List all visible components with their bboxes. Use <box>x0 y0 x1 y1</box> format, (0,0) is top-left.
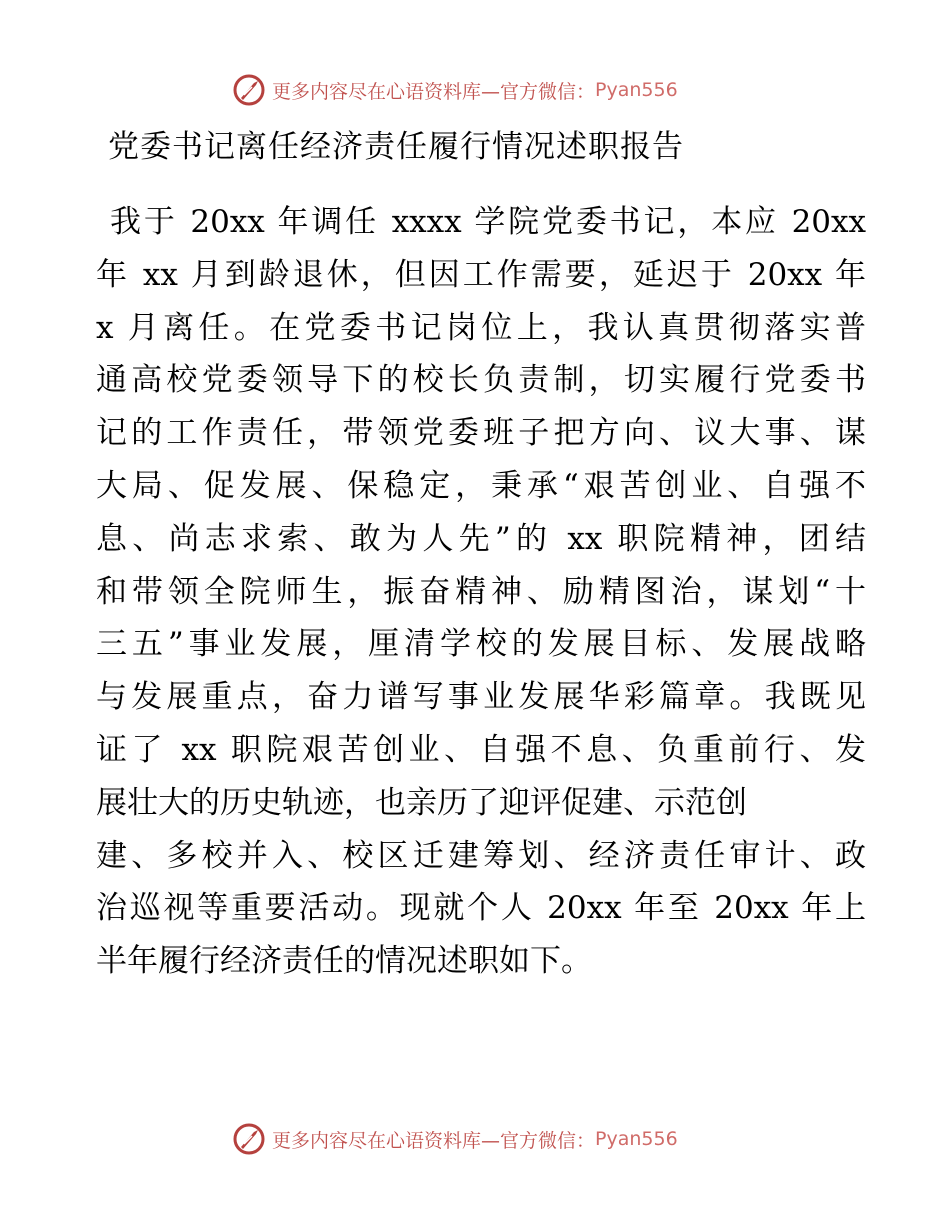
paragraph-line: 年 xx 月到龄退休，但因工作需要，延迟于 20xx 年 <box>96 256 866 293</box>
paragraph-line: 治巡视等重要活动。现就个人 20xx 年至 20xx 年上 <box>96 890 866 927</box>
paragraph-line: 建、多校并入、校区迁建筹划、经济责任审计、政 <box>96 837 866 874</box>
quill-logo-icon <box>232 1122 266 1156</box>
paragraph-line: 我于 20xx 年调任 xxxx 学院党委书记，本应 20xx <box>110 204 866 240</box>
watermark-text: 更多内容尽在心语资料库—官方微信： <box>272 1129 596 1152</box>
document-body <box>96 196 866 988</box>
paragraph-line: 记的工作责任，带领党委班子把方向、议大事、谋 <box>96 415 866 452</box>
paragraph-line: 证了 xx 职院艰苦创业、自强不息、负重前行、发 <box>96 731 866 768</box>
document-title: 党委书记离任经济责任履行情况述职报告 <box>108 129 684 165</box>
paragraph-line: 展壮大的历史轨迹，也亲历了迎评促建、示范创 <box>96 784 747 821</box>
paragraph-line: 通高校党委领导下的校长负责制，切实履行党委书 <box>96 362 866 399</box>
watermark-banner-top <box>232 70 678 110</box>
paragraph-line: 大局、促发展、保稳定，秉承“艰苦创业、自强不 <box>96 467 866 504</box>
watermark-banner-bottom <box>232 1119 678 1159</box>
paragraph-line: x 月离任。在党委书记岗位上，我认真贯彻落实普 <box>96 309 866 346</box>
paragraph-line: 与发展重点，奋力谱写事业发展华彩篇章。我既见 <box>96 679 866 716</box>
paragraph-line: 三五”事业发展，厘清学校的发展目标、发展战略 <box>96 626 866 663</box>
watermark-wechat-id: Pyan556 <box>595 1128 678 1150</box>
quill-logo-icon <box>232 73 266 107</box>
watermark-wechat-id: Pyan556 <box>595 79 678 101</box>
paragraph-line: 和带领全院师生，振奋精神、励精图治，谋划“十 <box>96 573 866 610</box>
watermark-text: 更多内容尽在心语资料库—官方微信： <box>272 80 596 103</box>
paragraph-line: 半年履行经济责任的情况述职如下。 <box>96 943 592 980</box>
paragraph-line: 息、尚志求索、敢为人先”的 xx 职院精神，团结 <box>96 520 866 557</box>
